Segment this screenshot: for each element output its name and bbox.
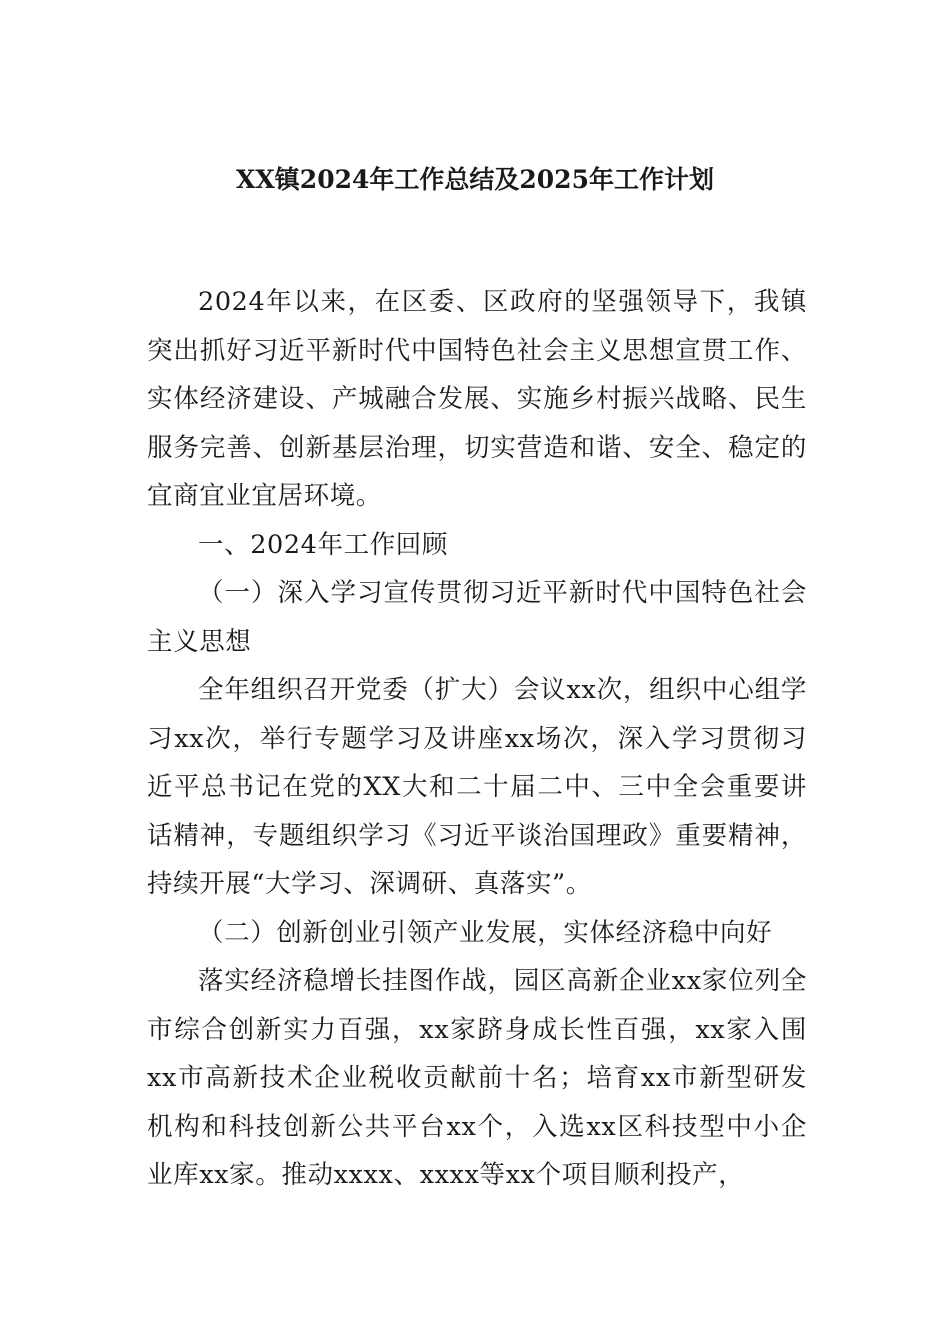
body-paragraph: 全年组织召开党委（扩大）会议xx次，组织中心组学习xx次，举行专题学习及讲座xx场次，深入学习贯彻习近平总书记在党的XX大和二十届二中、三中全会重要讲话精神，专题组织学习《习近平谈治国理政》重要精神，持续开展“大学习、深调研、真落实”。 (147, 675, 807, 899)
subsection-heading-2: （二）创新创业引领产业发展，实体经济稳中向好 (198, 917, 773, 948)
intro-paragraph: 2024年以来，在区委、区政府的坚强领导下，我镇突出抓好习近平新时代中国特色社会主义思想宣贯工作、实体经济建设、产城融合发展、实施乡村振兴战略、民生服务完善、创新基层治理，切实营造和谐、安全、稳定的宜商宜业宜居环境。 (147, 287, 807, 511)
document-title: XX镇2024年工作总结及2025年工作计划 (236, 165, 714, 194)
body-paragraph: 落实经济稳增长挂图作战，园区高新企业xx家位列全市综合创新实力百强，xx家跻身成长性百强，xx家入围xx市高新技术企业税收贡献前十名；培育xx市新型研发机构和科技创新公共平台xx个，入选xx区科技型中小企业库xx家。推动xxxx、xxxx等xx个项目顺利投产， (147, 966, 807, 1190)
subsection-heading-1: （一）深入学习宣传贯彻习近平新时代中国特色社会主义思想 (147, 578, 807, 657)
document-body (147, 278, 807, 1200)
section-heading-review: 一、2024年工作回顾 (198, 529, 448, 560)
